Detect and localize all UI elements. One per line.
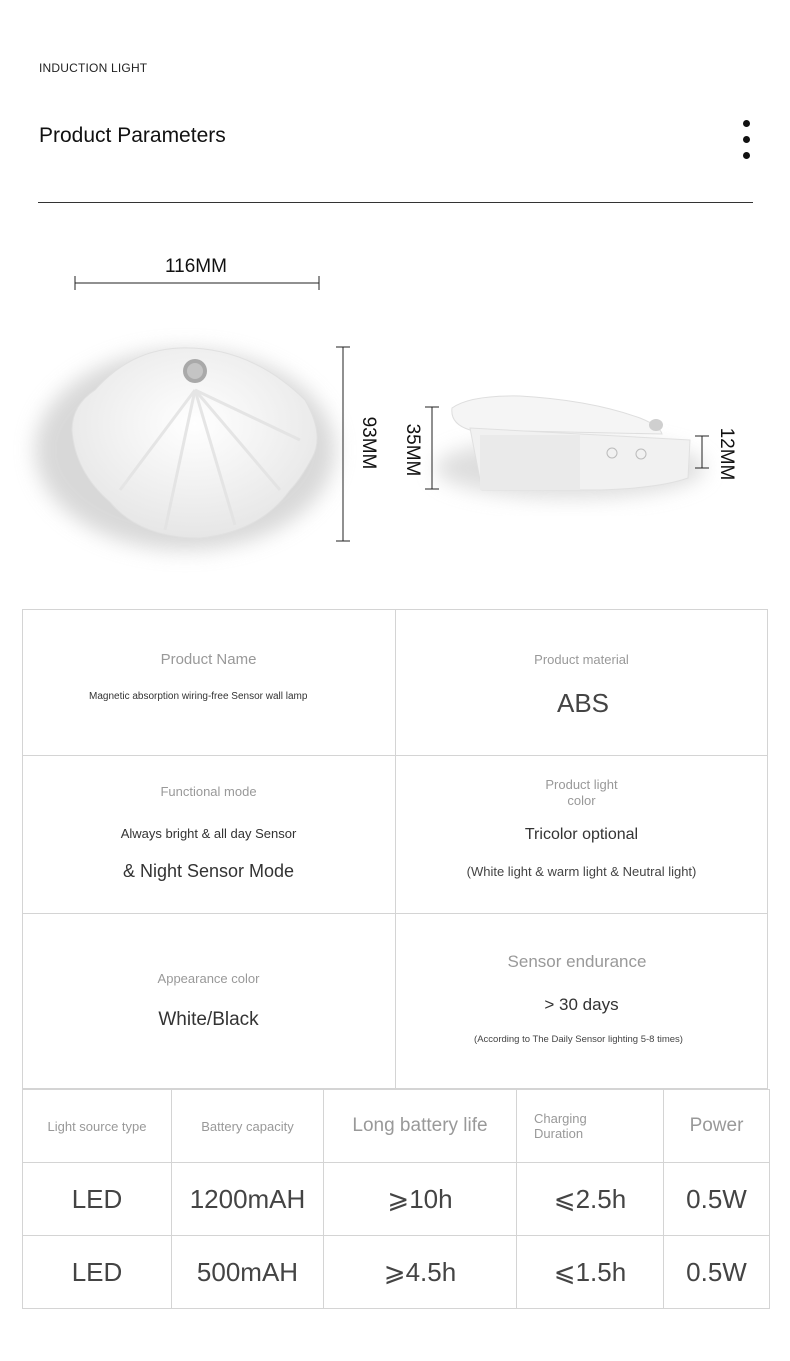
sensor-endurance-value: > 30 days: [544, 995, 619, 1014]
table-header-cell: Long battery life: [324, 1090, 517, 1163]
table-cell: LED: [23, 1236, 172, 1309]
depth-dimension-label: 35MM: [402, 423, 423, 477]
table-cell: ⩾4.5h: [324, 1236, 517, 1309]
table-cell: LED: [23, 1163, 172, 1236]
light-color-label-line2: color: [567, 793, 596, 808]
light-color-label-line1: Product light: [545, 777, 618, 792]
thickness-dimension-label: 12MM: [716, 427, 737, 481]
width-dimension-label: 116MM: [165, 256, 227, 277]
functional-mode-value: Always bright & all day Sensor: [120, 826, 297, 841]
material-label: Product material: [534, 652, 629, 667]
functional-mode-value-line2: & Night Sensor Mode: [122, 861, 295, 881]
table-cell: 1200mAH: [172, 1163, 324, 1236]
table-cell: ⩽2.5h: [517, 1163, 664, 1236]
product-dimension-illustration: [0, 240, 790, 580]
table-header-row: [23, 1090, 770, 1163]
table-cell: 500mAH: [172, 1236, 324, 1309]
page-title: Product Parameters: [39, 124, 226, 147]
more-options-icon[interactable]: [740, 118, 754, 162]
sensor-endurance-note: (According to The Daily Sensor lighting 5-8 times): [474, 1034, 683, 1045]
table-header-cell: Light source type: [23, 1090, 172, 1163]
functional-mode-label: Functional mode: [160, 784, 257, 799]
header-divider: [38, 202, 753, 203]
table-cell: ⩾10h: [324, 1163, 517, 1236]
table-header-cell: Power: [664, 1090, 770, 1163]
grid-divider: [395, 609, 396, 1089]
sensor-endurance-label: Sensor endurance: [507, 952, 647, 971]
light-color-value: Tricolor optional: [524, 826, 639, 843]
product-name-label: Product Name: [160, 651, 257, 668]
battery-table: [22, 1089, 770, 1309]
grid-divider: [22, 913, 768, 914]
light-color-label: [395, 777, 768, 809]
light-color-note: (White light & warm light & Neutral light): [466, 864, 697, 879]
brand-tag: INDUCTION LIGHT: [39, 61, 148, 75]
table-header-cell: Charging Duration: [517, 1090, 664, 1163]
grid-divider: [22, 755, 768, 756]
appearance-color-label: Appearance color: [157, 971, 260, 986]
table-header-cell: Battery capacity: [172, 1090, 324, 1163]
table-row: [23, 1236, 770, 1309]
table-row: [23, 1163, 770, 1236]
table-cell: 0.5W: [664, 1163, 770, 1236]
material-value: ABS: [556, 688, 610, 718]
height-dimension-label: 93MM: [358, 416, 379, 470]
table-cell: ⩽1.5h: [517, 1236, 664, 1309]
table-cell: 0.5W: [664, 1236, 770, 1309]
product-name-value: Magnetic absorption wiring-free Sensor wall lamp: [89, 691, 308, 702]
appearance-color-value: White/Black: [158, 1009, 259, 1030]
